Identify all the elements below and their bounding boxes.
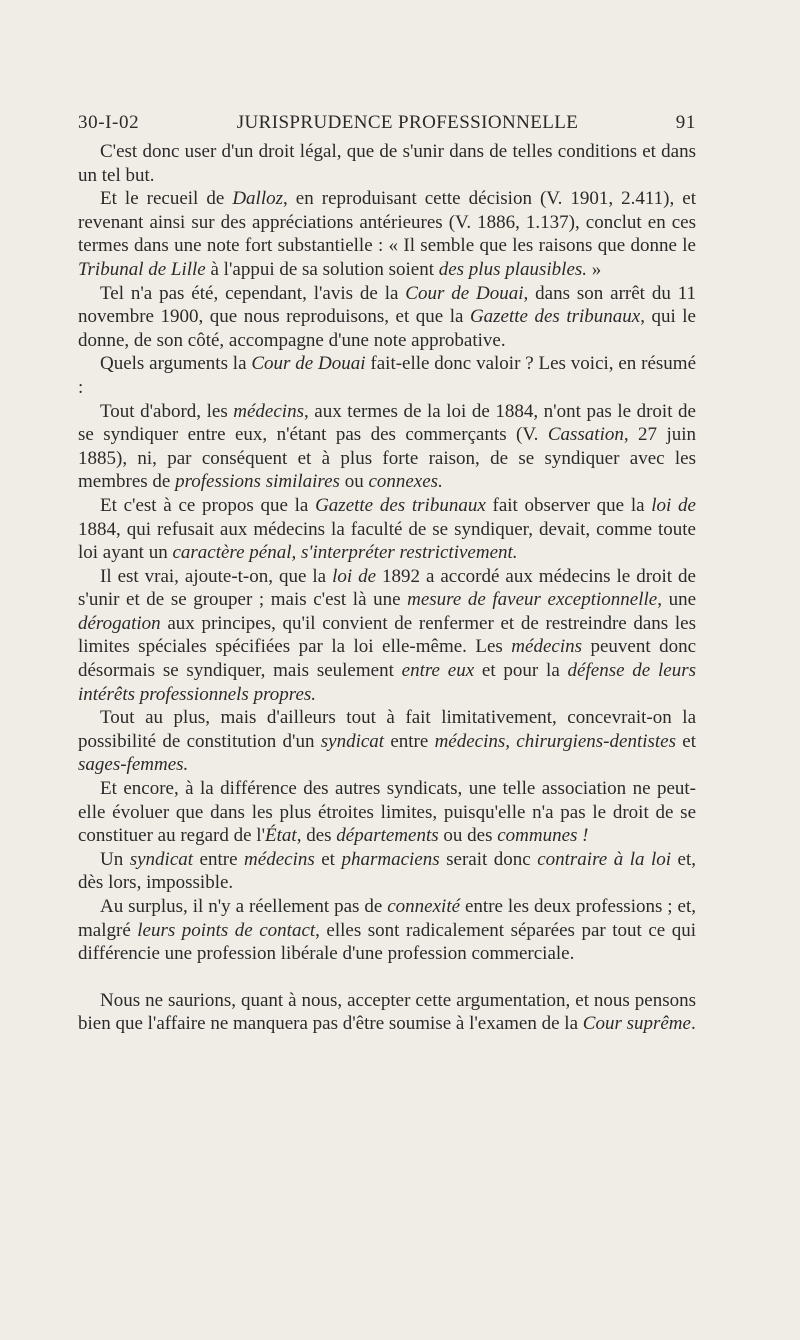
italic-text: départements (336, 825, 439, 847)
italic-text: loi de (651, 494, 696, 516)
text-run: entre les deux professions ; et, malgré (78, 896, 696, 941)
text-run: fait-elle donc valoir ? Les voici, en résumé : (78, 353, 697, 398)
text-run: Nous ne saurions, quant à nous, accepter cette argumentation, et nous pensons bien que l'affaire ne manquera pas d'être soumise à l'examen de la (78, 989, 696, 1035)
italic-text: communes ! (497, 825, 589, 847)
italic-text: Cassation (547, 424, 624, 446)
paragraph (78, 400, 696, 494)
body-text (78, 140, 696, 1036)
text-run: Au surplus, il n'y a réellement pas de (100, 896, 388, 917)
text-run: entre (384, 730, 435, 752)
text-run: et pour la (474, 660, 568, 682)
text-run: aux principes, qu'il convient de renfermer et de restreindre dans les limites spéciales spécifiées par la loi elle-même. Les (78, 612, 696, 658)
page-number: 91 (675, 112, 696, 133)
book-page (78, 112, 696, 1036)
text-run: Tout au plus, mais d'ailleurs tout à fait limitativement, concevrait-on la possibilité de constitution d'un (78, 707, 696, 752)
text-run: . (690, 1013, 696, 1035)
text-run: , elles sont radicalement séparées par tout ce qui différencie une profession libérale d'une profession commerciale. (78, 919, 696, 965)
italic-text: médecins, chirurgiens-dentistes (434, 730, 677, 752)
italic-text: connexité (387, 896, 461, 917)
header-title: JURISPRUDENCE PROFESSIONNELLE (236, 112, 579, 133)
text-run: , 27 juin 1885), ni, par conséquent et à plus forte raison, de se syndiquer avec les membres de (78, 424, 697, 493)
italic-text: contraire à la loi (537, 848, 672, 870)
italic-text: sages-femmes. (78, 754, 189, 776)
text-run: Et le recueil de (100, 188, 233, 210)
italic-text: des plus plausibles. (438, 258, 588, 280)
italic-text: loi de (332, 565, 377, 587)
text-run: et (676, 730, 696, 752)
header-date: 30-I-02 (78, 112, 140, 133)
text-run: 1892 a accordé aux médecins le droit de s'unir et de se grouper ; mais c'est là une (78, 565, 696, 611)
text-run: ou (339, 471, 369, 493)
text-run: et, dès lors, impossible. (78, 848, 697, 894)
paragraph (78, 282, 696, 353)
italic-text: connexes. (368, 471, 443, 493)
italic-text: syndicat (129, 848, 194, 870)
italic-text: État (265, 825, 297, 847)
italic-text: Cour de Douai (405, 282, 524, 304)
italic-text: Cour de Douai (251, 353, 366, 375)
paragraph (78, 777, 696, 848)
italic-text: Gazette des tribunaux (469, 306, 641, 328)
text-run: Tel n'a pas été, cependant, l'avis de la (100, 282, 406, 304)
paragraph (78, 706, 696, 777)
text-run: , qui le donne, de son côté, accompagne d'une note approbative. (78, 306, 696, 351)
text-run: Et c'est à ce propos que la (100, 494, 316, 516)
italic-text: caractère pénal, s'interpréter restrictivement. (172, 542, 518, 564)
running-header (78, 112, 696, 134)
text-run: peuvent donc désormais se syndiquer, mais seulement (78, 636, 697, 682)
text-run: Tout d'abord, les (100, 400, 234, 422)
italic-text: défense de leurs intérêts professionnels propres. (78, 660, 697, 705)
text-run: 1884, qui refusait aux médecins la faculté de se syndiquer, devait, comme toute loi ayant un (78, 518, 696, 564)
text-run: , aux termes de la loi de 1884, n'ont pas le droit de se syndiquer entre eux, n'étant pas des commerçants (V. (78, 400, 696, 446)
italic-text: Dalloz (232, 188, 284, 210)
italic-text: pharmaciens (341, 848, 440, 870)
text-run: et (314, 848, 342, 870)
paragraph (78, 352, 696, 399)
italic-text: médecins (233, 400, 304, 422)
italic-text: entre eux (401, 660, 475, 682)
italic-text: médecins (511, 636, 582, 658)
italic-text: médecins (244, 848, 315, 870)
paragraph (78, 494, 696, 565)
text-run: entre (193, 848, 245, 870)
paragraph (78, 565, 696, 707)
text-run: , une (657, 589, 697, 611)
paragraph (78, 989, 696, 1036)
text-run: , en reproduisant cette décision (V. 1901, 2.411), et revenant ainsi sur des appréciations antérieures (V. 1886, 1.137), conclut en ces termes dans une note fort substantielle : « Il semble que les raisons que donne le (78, 188, 696, 257)
text-run: Un (100, 848, 130, 870)
paragraph (78, 187, 696, 281)
italic-text: dérogation (78, 612, 161, 634)
italic-text: professions similaires (175, 471, 340, 493)
text-run: Quels arguments la (100, 353, 252, 375)
text-run: , dans son arrêt du 11 novembre 1900, que nous reproduisons, et que la (78, 282, 696, 328)
italic-text: Cour suprême (582, 1013, 691, 1035)
text-run: ou des (438, 825, 498, 847)
text-run: C'est donc user d'un droit légal, que de s'unir dans de telles conditions et dans un tel but. (78, 141, 696, 186)
paragraph (78, 848, 696, 895)
text-run: fait observer que la (485, 494, 652, 516)
text-run: » (587, 258, 602, 280)
paragraph (78, 895, 696, 966)
text-run: à l'appui de sa solution soient (205, 258, 439, 280)
italic-text: Tribunal de Lille (78, 258, 206, 280)
paragraph (78, 140, 696, 187)
text-run: serait donc (439, 848, 538, 870)
italic-text: syndicat (320, 730, 385, 752)
text-run: Il est vrai, ajoute-t-on, que la (100, 565, 333, 587)
text-run: , des (296, 825, 337, 847)
italic-text: leurs points de contact (137, 919, 316, 941)
text-run: Et encore, à la différence des autres syndicats, une telle association ne peut-elle évoluer que dans les plus étroites limites, puisqu'elle n'a pas le droit de se constituer au regard de l' (78, 778, 696, 847)
italic-text: mesure de faveur exceptionnelle (407, 589, 658, 611)
italic-text: Gazette des tribunaux (315, 494, 486, 516)
